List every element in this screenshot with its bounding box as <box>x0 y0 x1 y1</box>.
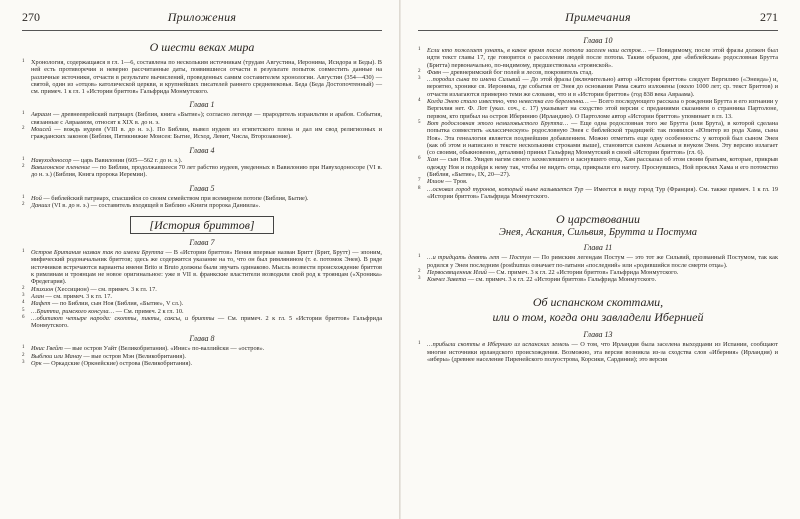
note-lead: Вавилонское пленение <box>31 163 91 171</box>
section-subtitle: Энея, Аскания, Сильвия, Брутта и Постума <box>498 227 697 239</box>
note <box>22 195 382 202</box>
note-text: — древнеримский бог полей и лесов, покровитель стад. <box>441 68 593 76</box>
note-text: — О том, что Ирландия была заселена выходцами из Испании, сообщают многие источники ирландского происхождения. Возможно, эта версия возникла из-за сходства слов «Иберния» (Ирландия) и «иберы» (древнее население Пиренейского полуострова, Корсики, Сардинии); это версия <box>427 341 778 364</box>
note <box>418 156 778 178</box>
note-text: — См. примеч. 2 к гл. 5 «Истории бриттов» Гальфрида Монмутского. <box>31 314 382 330</box>
section-title: [История бриттов] <box>130 216 273 234</box>
note <box>22 249 382 285</box>
note <box>418 120 778 156</box>
note-lead: Навуходоносор <box>31 156 72 164</box>
note-text: — по Библии, сын Ноя (Библия, «Бытие», V сл.). <box>50 300 184 308</box>
note-number: 1 <box>22 59 25 64</box>
note-text: — сын Ноя. Увидев нагим своего захмелевшего и заснувшего отца, Хам рассказал об этом своим братьям, которые, прикрыв одежду Ноя и подойдя к нему так, чтобы не видеть отца, прикрыли его наготу. Проснувшись, Ной проклял Хама и его потомство (Библия, «Бытие», IX, 20—27). <box>427 156 778 179</box>
note-lead: Ковчег Завета <box>427 276 467 284</box>
note-number: 6 <box>22 314 25 320</box>
note <box>418 178 778 185</box>
note-text: — царь Вавилонии (605—562 г. до н. э.). <box>71 156 183 164</box>
note-lead: Хам <box>427 156 439 164</box>
note-number: 3 <box>418 76 421 82</box>
note-number: 4 <box>22 300 25 306</box>
note-lead: Остров Британия назван так по имени Брутта <box>31 249 164 257</box>
note <box>22 308 382 315</box>
note <box>418 69 778 76</box>
running-head <box>22 4 382 31</box>
note-number: 1 <box>22 345 25 351</box>
note <box>22 59 382 95</box>
note <box>22 111 382 126</box>
note-number: 3 <box>22 360 25 366</box>
note-lead: …обитают четыре народа: скотты, пикты, саксы, и бритты <box>31 314 215 322</box>
note-lead: Инис Гвейт <box>31 345 63 353</box>
note-lead: …породил сына по имени Сильвий <box>427 76 521 84</box>
note-number: 2 <box>22 201 25 207</box>
note-lead: Моисей <box>31 126 52 134</box>
note-lead: Авраам <box>31 111 52 119</box>
note-number: 2 <box>22 126 25 132</box>
note-lead: Орк <box>31 360 42 368</box>
note-number: 6 <box>418 156 421 162</box>
note <box>22 126 382 141</box>
note <box>418 186 778 201</box>
note <box>418 98 778 120</box>
note-lead: …основал город туронов, который ныне называется Тур <box>427 185 584 193</box>
note-text: — Еще одна родословная того же Брутта (или Брута), в которой сделана попытка совместить «классическую» родословную Энея с библейской традицией: так появился «Юпитер из рода Хама, сына Ноя». Эта генеалогия является позднейшим добавлением. Можно отметить еще одну особенность: у которой был сыном Энея (как об этом и написано в тексте несколькими строками выше), становится сыном Асканья и внуком Энея. Эту версию излагает (со своими, обыкновенно, деталями) принял Гальфрид Монмутский в своей «Истории бриттов» (гл. 6). <box>427 119 778 157</box>
note-number: 5 <box>22 307 25 313</box>
note-text: — До этой фразы (включительно) автор «Истории бриттов» следует Вергилию («Энеида») и, вероятно, хронике св. Иеронима, где события от Энея до основания Рима сжато изложены (около 1000 лет; ср. текст Бриттов) и отчасти излагаются примерно теми же словами, что и в «Истории бриттов» (год 838 века Авраама). <box>427 76 778 98</box>
note-text: — Троя. <box>443 178 468 186</box>
note-text: (VI в. до н. э.) — составитель входящей в Библию «Книги пророка Даниила». <box>50 201 261 209</box>
note-number: 1 <box>418 254 421 260</box>
note-number: 3 <box>22 292 25 298</box>
note-number: 2 <box>418 268 421 274</box>
note <box>22 345 382 352</box>
note-lead: Когда Энею стало известно, что невестка его беременна… <box>427 98 589 106</box>
note <box>22 164 382 179</box>
note-number: 2 <box>22 163 25 169</box>
note <box>22 157 382 164</box>
note-number: 2 <box>418 68 421 74</box>
chapter-heading: Глава 11 <box>583 243 613 253</box>
chapter-heading: Глава 7 <box>189 238 215 248</box>
note <box>418 76 778 98</box>
note-text: — см. примеч. 3 к гл. 22 «Истории бриттов» Гальфрида Монмутского. <box>466 276 657 284</box>
note-lead: Ной <box>31 194 42 202</box>
note-text: — По римским легендам Постум — это тот же Сильвий, прозванный Постумом, так как родился у Энея последним (posthumus означает по-латыни «последний» или «родившийся после смерти отца»). <box>427 254 779 269</box>
note <box>418 276 778 283</box>
note-number: 3 <box>418 276 421 282</box>
note-number: 5 <box>418 119 421 125</box>
note-text: — Имеется в виду город Тур (Франция). См. также примеч. 1 к гл. 19 «Истории бриттов» Гальфрида Монмутского. <box>427 185 778 200</box>
note-lead: Вот родословная этого немаловыстого Брутта… <box>427 119 569 127</box>
section-title: О царствовании <box>556 212 640 227</box>
note <box>22 315 382 330</box>
note-text: — по Библии, продолжавшееся 70 лет рабство иудеев, уведенных в Вавилонию при Навуходоносоре (VI в. до н. э.) (Библия, Книга пророка Иеремии). <box>31 163 382 179</box>
chapter-heading: Глава 10 <box>583 36 613 45</box>
note-number: 1 <box>22 249 25 255</box>
running-head-title: Примечания <box>565 10 631 24</box>
note <box>22 293 382 300</box>
note <box>22 353 382 360</box>
note-number: 1 <box>22 111 25 117</box>
note-text: — Всего последующего рассказа о рождении Брутта и его изгнании у Вергилия нет. Ф. Лот (указ. соч., с. 17) указывает на сходство этой версии с преданиями сказанием о странника Партолоне, первом, кто прибыл на остров Иберинию (Ирландию). О Партоломе автор «Истории бриттов» упоминает в гл. 13. <box>427 98 779 120</box>
note-text: — древнееврейский патриарх (Библия, книга «Бытие»); согласно легенде — прародитель израильтян и арабов. События, связанные с Авраамом, относят к XIX в. до н. э. <box>31 111 382 126</box>
note-lead: Выбгюи или Манау <box>31 352 82 360</box>
note <box>22 300 382 307</box>
note-lead: Иафет <box>31 300 51 308</box>
note-lead: Первосвященник Илий <box>427 268 487 276</box>
note-text: — См. примеч. 2 к гл. 10. <box>114 307 184 315</box>
note <box>22 202 382 209</box>
chapter-heading: Глава 13 <box>583 330 613 340</box>
note-number: 1 <box>418 47 421 52</box>
note-lead: Изихион <box>31 285 54 293</box>
page-number: 271 <box>760 10 778 24</box>
note-number: 1 <box>22 156 25 162</box>
note-text: — В «Истории бриттов» Нения впервые назван Бритт (Брит, Брутт) — эпоним, мифический родоначальник бриттов; здесь же содержится указание на то, что он был римлянином (т. е. потомок Энея). В ряде источников встречаются варианты имени Brito и Bruto должны были звучать одинаково. Мысль возвести происхождение бриттов к римлянам и троянцам не новое оригинальное: уже в VII в. франкские властители возводили свой род к троянцам («Хроника» Фредегария). <box>31 249 383 286</box>
note-lead: Даниил <box>31 201 51 209</box>
note-number: 2 <box>22 352 25 358</box>
note <box>418 47 778 69</box>
running-head-title: Приложения <box>167 10 237 24</box>
note <box>22 360 382 367</box>
chapter-heading: Глава 4 <box>189 145 215 155</box>
note-text: — Оркадские (Оркнейские) острова (Великобритания). <box>41 360 193 368</box>
note-number: 2 <box>22 285 25 291</box>
note-text: — вые остров Мэн (Великобритания). <box>81 352 186 360</box>
note-lead: Илион <box>427 178 444 186</box>
note-text: — См. примеч. 3 к гл. 22 «Истории бриттов» Гальфрида Монмутского. <box>486 268 679 276</box>
section-title: или о том, когда они завладели Ибернией <box>492 310 704 325</box>
note-lead: …и тридцать девять лет — Постум <box>427 254 531 262</box>
note-text: (Хессицион) — см. примеч. 3 к гл. 17. <box>53 285 157 293</box>
note-text: — см. примеч. 3 к гл. 17. <box>43 292 112 300</box>
note-lead: Алан <box>31 292 44 300</box>
section-title-boxed <box>22 218 382 233</box>
running-head <box>418 4 778 31</box>
chapter-heading: Глава 5 <box>189 183 215 193</box>
note-text: — вождь иудеев (VIII в. до н. э.). По Библии, вывел иудеев из египетского плена и дал им свод религиозных и гражданских законов (Библия, Пятикнижие Моисея: Бытие, Исход, Левит, Числа, Второзаконие). <box>31 126 382 141</box>
note <box>22 286 382 293</box>
note-number: 7 <box>418 178 421 184</box>
note-text: Хронология, содержащаяся в гл. 1—6, составлена по нескольким источникам (трудам Августина, Иеронима, Исидора и Беды). В ней есть противоречия и неверно рассчитанные даты, появившиеся отчасти в результате попыток совместить данные на различные источники, отчасти в результате вычислений, проведенных самим составителем хронологии. Августин (354—430) — святой, один из «отцов» католической церкви, и крупнейших писателей раннего средневековья. Беда (Беда Достопочтенный) — см. примеч. 1 к гл. 1 «Истории бриттов» Гальфрида Монмутского. <box>31 59 382 96</box>
section-title: Об испанском скоттами, <box>532 295 664 310</box>
right-page <box>400 0 800 519</box>
note-text: — Повидимому, после этой фразы должен был идти текст главы 17, где говорится о расселении людей после потопа. Таким образом, две «библейская» родословная Брутта (Бритта) первоначально, по-видимому, предшествовала «троянской». <box>427 47 779 69</box>
note-lead: Если кто пожелает узнать, в какое время после потопа заселен наш остров… <box>427 47 647 54</box>
note-number: 4 <box>418 98 421 104</box>
note-number: 1 <box>418 341 421 347</box>
note-lead: …Бритта, римского консула… <box>31 307 115 315</box>
chapter-heading: Глава 1 <box>189 100 215 110</box>
note-lead: …прибыли скотты в Ибернию из испанских земель <box>427 341 570 349</box>
note-text: — библейский патриарх, спасшийся со своим семейством при всемирном потопе (Библия, Бытие). <box>41 194 309 202</box>
page-number: 270 <box>22 10 40 24</box>
note-number: 1 <box>22 194 25 200</box>
note <box>418 341 778 363</box>
note-text: — вые остров Уайт (Великобритания). «Инис» по-валлийски — «остров». <box>62 345 265 353</box>
section-title: О шести веках мира <box>149 40 255 54</box>
note <box>418 254 778 269</box>
note <box>418 269 778 276</box>
chapter-heading: Глава 8 <box>189 334 215 344</box>
note-lead: Фавн <box>427 68 442 76</box>
note-number: 8 <box>418 185 421 191</box>
